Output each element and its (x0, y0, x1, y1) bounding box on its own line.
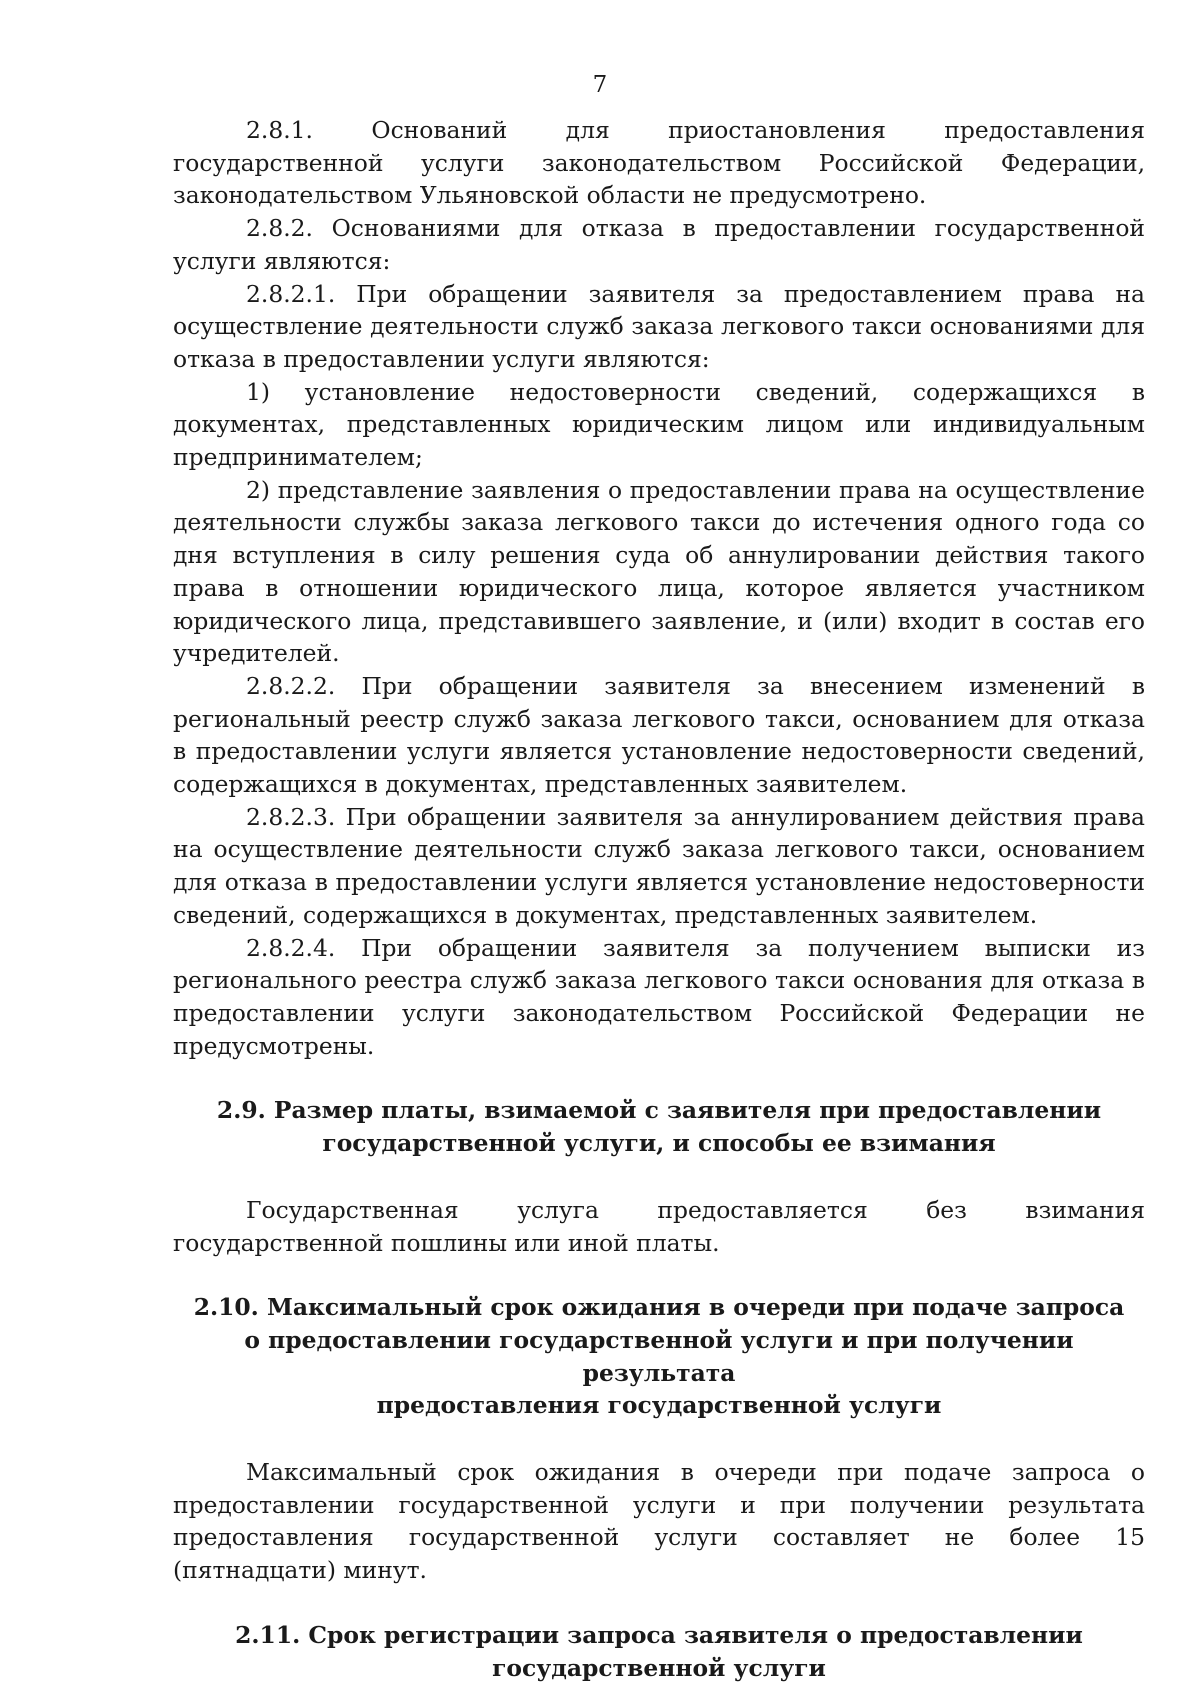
list-item-2: 2) представление заявления о предоставлении права на осуществление деятельности службы заказа легкового такси до истечения одного года со дня вступления в силу решения суда об аннулировании действия такого права в отношении юридического лица, которое является участником юридического лица, представившего заявление, и (или) входит в состав его учредителей. (173, 475, 1145, 668)
spacer (173, 1062, 1145, 1094)
paragraph-2-8-2-4: 2.8.2.4. При обращении заявителя за получением выписки из регионального реестра служб заказа легкового такси основания для отказа в предоставлении услуги законодательством Российской Федерации не предусмотрены. (173, 933, 1145, 1060)
spacer (173, 1422, 1145, 1456)
heading-2-11-line-1: 2.11. Срок регистрации запроса заявителя о предоставлении (235, 1620, 1083, 1649)
heading-2-10-line-3: предоставления государственной услуги (376, 1391, 942, 1420)
paragraph-2-8-2: 2.8.2. Основаниями для отказа в предоставлении государственной услуги являются: (173, 214, 1145, 275)
heading-2-10-line-2: о предоставлении государственной услуги и при получении результата (244, 1325, 1074, 1387)
heading-2-10-line-1: 2.10. Максимальный срок ожидания в очереди при подаче запроса (193, 1293, 1125, 1322)
paragraph-2-8-1: 2.8.1. Оснований для приостановления предоставления государственной услуги законодательством Российской Федерации, законодательством Ульяновской области не предусмотрено. (173, 116, 1145, 210)
document-body (173, 114, 1145, 1684)
list-item-1: 1) установление недостоверности сведений, содержащихся в документах, представленных юридическим лицом или индивидуальным предпринимателем; (173, 377, 1145, 472)
spacer (173, 1259, 1145, 1291)
heading-2-9-line-2: государственной услуги, и способы ее взимания (322, 1129, 996, 1158)
paragraph-2-9: Государственная услуга предоставляется без взимания государственной пошлины или иной платы. (173, 1195, 1145, 1257)
paragraph-2-8-2-1: 2.8.2.1. При обращении заявителя за предоставлением права на осуществление деятельности служб заказа легкового такси основаниями для отказа в предоставлении услуги являются: (173, 279, 1145, 373)
heading-2-9-line-1: 2.9. Размер платы, взимаемой с заявителя при предоставлении (216, 1096, 1102, 1125)
spacer (173, 1587, 1145, 1619)
page-number: 7 (592, 72, 608, 98)
heading-2-11-line-2: государственной услуги (492, 1653, 826, 1682)
paragraph-2-8-2-2: 2.8.2.2. При обращении заявителя за внесением изменений в региональный реестр служб заказа легкового такси, основанием для отказа в предоставлении услуги является установление недостоверности сведений, содержащихся в документах, представленных заявителем. (173, 671, 1145, 799)
paragraph-2-8-2-3: 2.8.2.3. При обращении заявителя за аннулированием действия права на осуществление деятельности служб заказа легкового такси, основанием для отказа в предоставлении услуги является установление недостоверности сведений, содержащихся в документах, представленных заявителем. (173, 802, 1145, 929)
spacer (173, 1160, 1145, 1194)
paragraph-2-10: Максимальный срок ожидания в очереди при подаче запроса о предоставлении государственной услуги и при получении результата предоставления государственной услуги составляет не более 15 (пятнадцати) минут. (173, 1458, 1145, 1585)
